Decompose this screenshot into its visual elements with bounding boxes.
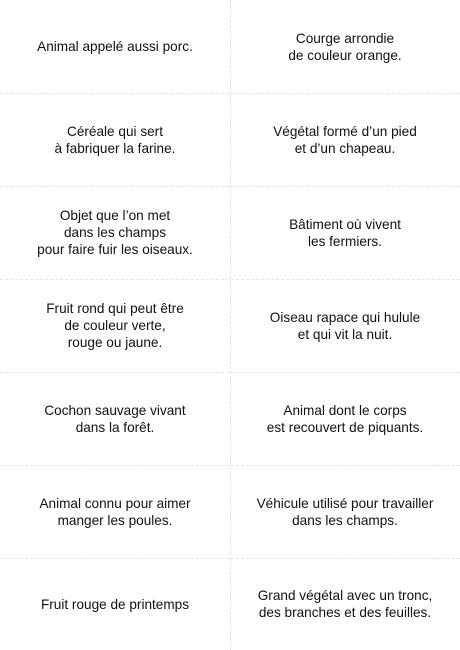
card-text: Grand végétal avec un tronc, des branches et des feuilles. [257, 588, 433, 620]
card-text: Fruit rond qui peut être de couleur verte, rouge ou jaune. [46, 301, 184, 350]
cut-line-horizontal [0, 558, 460, 559]
card-text: Animal appelé aussi porc. [37, 39, 193, 54]
card-text: Animal connu pour aimer manger les poules. [39, 495, 191, 528]
cut-line-horizontal [0, 465, 460, 466]
card-left-7 [0, 558, 230, 650]
card-right-7 [230, 558, 460, 650]
card-left-2 [0, 93, 230, 186]
card-text: Oiseau rapace qui hulule et qui vit la nuit. [269, 309, 421, 342]
card-left-5 [0, 372, 230, 465]
card-right-3 [230, 186, 460, 279]
card-right-5 [230, 372, 460, 465]
card-right-1 [230, 0, 460, 93]
card-text: Véhicule utilisé pour travailler dans les champs. [256, 495, 434, 528]
card-text: Bâtiment où vivent les fermiers. [289, 216, 401, 249]
cut-line-horizontal [0, 93, 460, 94]
card-right-2 [230, 93, 460, 186]
card-right-6 [230, 465, 460, 558]
card-text: Cochon sauvage vivant dans la forêt. [44, 402, 186, 435]
card-left-4 [0, 279, 230, 372]
cut-line-horizontal [0, 279, 460, 280]
cut-line-horizontal [0, 372, 460, 373]
card-text: Courge arrondie de couleur orange. [288, 30, 402, 63]
cut-line-vertical [230, 0, 231, 650]
card-left-3 [0, 186, 230, 279]
card-text: Fruit rouge de printemps [40, 596, 190, 612]
card-text: Animal dont le corps est recouvert de piquants. [266, 402, 424, 435]
card-left-1 [0, 0, 230, 93]
card-text: Céréale qui sert à fabriquer la farine. [54, 123, 176, 156]
card-text: Objet que l’on met dans les champs pour faire fuir les oiseaux. [37, 208, 193, 257]
card-text: Végétal formé d’un pied et d’un chapeau. [273, 123, 417, 156]
card-right-4 [230, 279, 460, 372]
cut-line-horizontal [0, 186, 460, 187]
card-left-6 [0, 465, 230, 558]
